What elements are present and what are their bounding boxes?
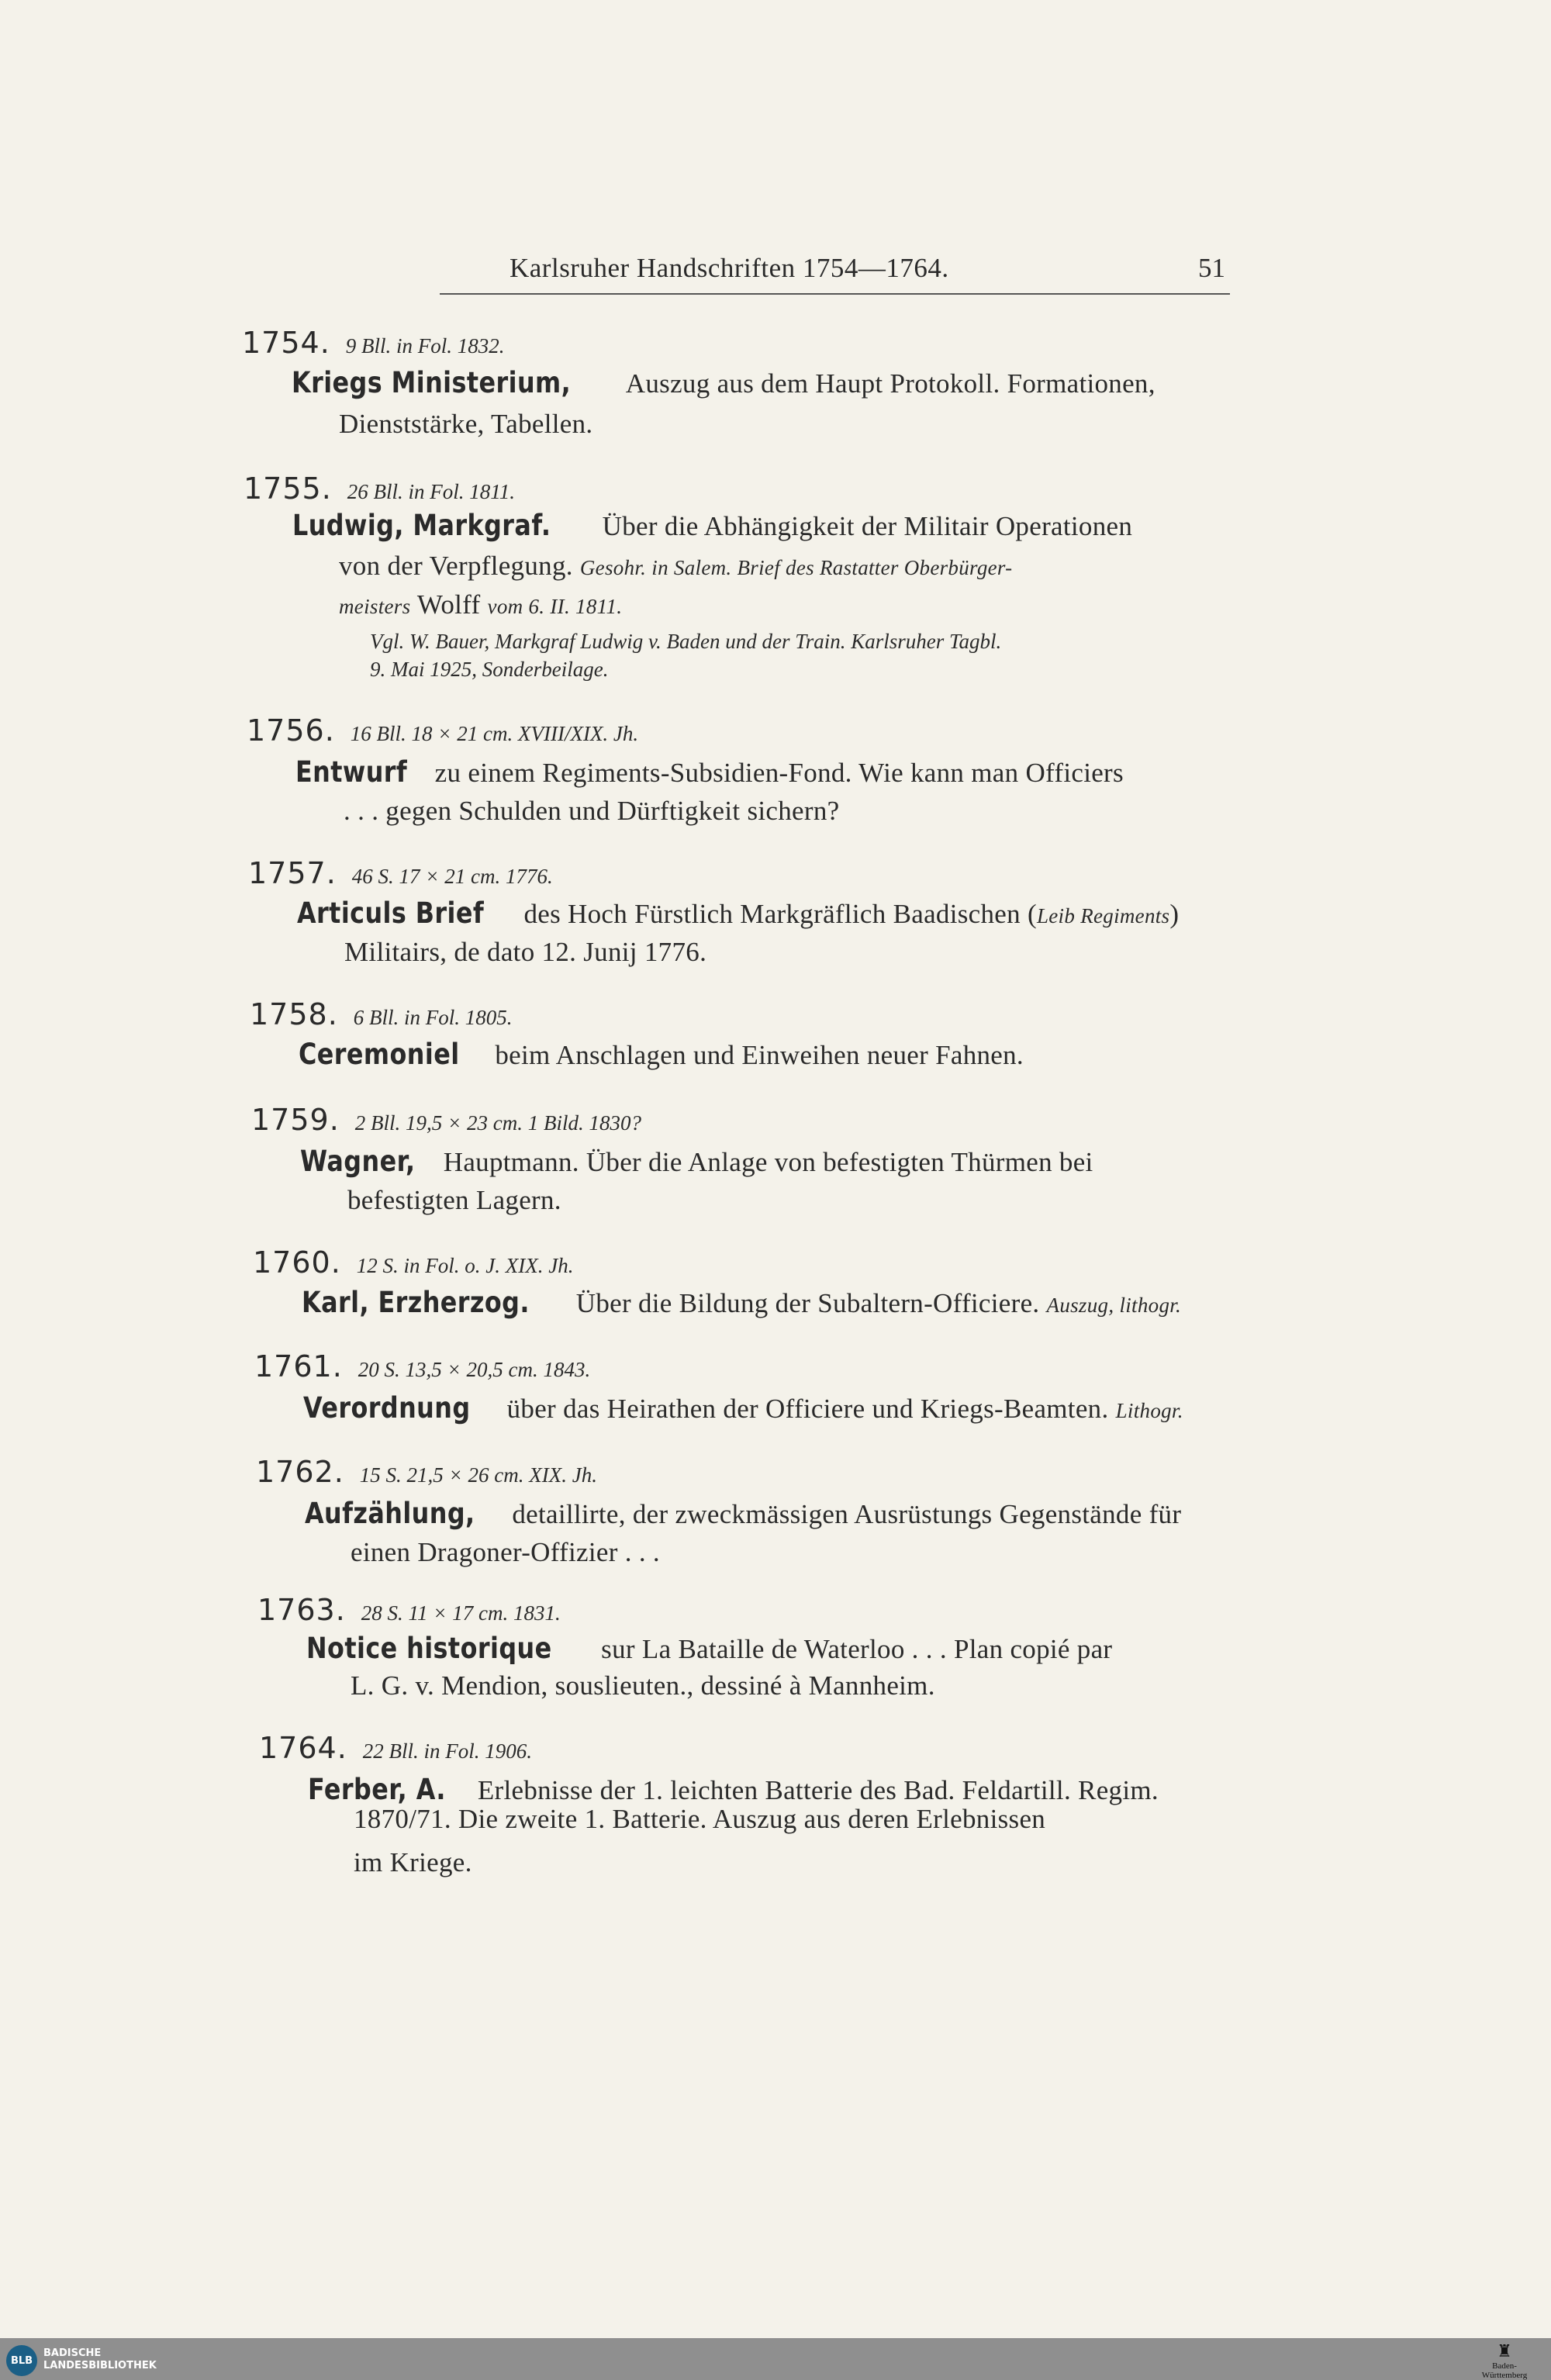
entry-text: zu einem Regiments-Subsidien-Fond. Wie kann man Officiers xyxy=(434,758,1124,788)
entry-number: 1764. xyxy=(259,1731,347,1765)
entry-text: Dienststärke, Tabellen. xyxy=(339,409,593,439)
entry-meta: 20 S. 13,5 × 20,5 cm. 1843. xyxy=(358,1358,591,1381)
entry-text: Über die Bildung der Subaltern-Officiere. xyxy=(575,1288,1040,1318)
entry-number: 1759. xyxy=(251,1103,340,1137)
library-logo[interactable]: BLB xyxy=(6,2345,37,2376)
entry-meta: 16 Bll. 18 × 21 cm. XVIII/XIX. Jh. xyxy=(350,722,639,745)
entry-text: befestigten Lagern. xyxy=(347,1185,561,1215)
entry-text: Militairs, de dato 12. Junij 1776. xyxy=(344,937,707,967)
entry-number: 1762. xyxy=(256,1455,344,1489)
entry-text: einen Dragoner-Offizier . . . xyxy=(351,1537,660,1567)
entry-meta: 12 S. in Fol. o. J. XIX. Jh. xyxy=(356,1254,574,1277)
entry-heading: Entwurf xyxy=(295,755,408,789)
entry-meta: 22 Bll. in Fol. 1906. xyxy=(362,1739,533,1763)
entry-meta: 9 Bll. in Fol. 1832. xyxy=(345,334,505,358)
entry-meta: 46 S. 17 × 21 cm. 1776. xyxy=(351,865,553,888)
entry-number: 1758. xyxy=(250,997,338,1031)
entry-number: 1763. xyxy=(257,1593,346,1627)
entry-heading: Ferber, A. xyxy=(308,1773,446,1806)
entry-text: detaillirte, der zweckmässigen Ausrüstungs Gegenstände für xyxy=(512,1499,1182,1529)
entry-text: des Hoch Fürstlich Markgräflich Baadischen ( xyxy=(523,899,1037,929)
entry-number: 1761. xyxy=(254,1349,343,1383)
library-name xyxy=(43,2347,157,2372)
entry-text: L. G. v. Mendion, souslieuten., dessiné à Mannheim. xyxy=(351,1670,935,1701)
entry-heading: Ludwig, Markgraf. xyxy=(292,509,551,542)
entry-heading: Verordnung xyxy=(303,1391,471,1425)
running-head: Karlsruher Handschriften 1754—1764. xyxy=(510,253,949,283)
entry-meta: 28 S. 11 × 17 cm. 1831. xyxy=(361,1601,561,1625)
state-label: Baden-Württemberg xyxy=(1481,2361,1528,2380)
entry-text-italic: Lithogr. xyxy=(1115,1399,1183,1422)
page-header xyxy=(440,253,1230,295)
entry-text: 1870/71. Die zweite 1. Batterie. Auszug aus deren Erlebnissen xyxy=(354,1804,1046,1834)
entry-text-italic: Leib Regiments xyxy=(1036,904,1170,927)
entry-number: 1756. xyxy=(247,713,335,748)
entry-text-italic: Gesohr. in Salem. Brief des Rastatter Oberbürger- xyxy=(579,556,1013,579)
viewer-footer xyxy=(0,2338,1551,2380)
entry-text: sur La Bataille de Waterloo . . . Plan copié par xyxy=(601,1634,1113,1664)
entry-meta: 6 Bll. in Fol. 1805. xyxy=(353,1006,513,1029)
entry-number: 1757. xyxy=(248,856,337,890)
entry-heading: Kriegs Ministerium, xyxy=(292,366,572,399)
entry-text-italic: Auszug, lithogr. xyxy=(1046,1294,1182,1317)
entry-number: 1760. xyxy=(253,1245,341,1280)
page-number: 51 xyxy=(1198,253,1225,283)
entry-number: 1754. xyxy=(242,326,330,360)
entry-meta: 26 Bll. in Fol. 1811. xyxy=(347,480,516,503)
entry-text: Erlebnisse der 1. leichten Batterie des Bad. Feldartill. Regim. xyxy=(477,1775,1159,1805)
entry-heading: Notice historique xyxy=(306,1632,552,1665)
entry-text: beim Anschlagen und Einweihen neuer Fahnen. xyxy=(495,1040,1024,1070)
entry-meta: 15 S. 21,5 × 26 cm. XIX. Jh. xyxy=(359,1463,597,1487)
library-name-line2: LANDESBIBLIOTHEK xyxy=(43,2360,157,2371)
entry-text: Auszug aus dem Haupt Protokoll. Formationen, xyxy=(625,368,1155,399)
entry-meta: 2 Bll. 19,5 × 23 cm. 1 Bild. 1830? xyxy=(354,1111,641,1135)
entry-text-italic: vom 6. II. 1811. xyxy=(487,595,623,618)
entry-note: 9. Mai 1925, Sonderbeilage. xyxy=(370,658,609,681)
entry-heading: Articuls Brief xyxy=(297,896,485,930)
entry-text: . . . gegen Schulden und Dürftigkeit sichern? xyxy=(344,796,840,826)
entry-heading: Aufzählung, xyxy=(305,1497,475,1530)
entry-text: von der Verpflegung. xyxy=(339,551,573,581)
entry-text-italic: meisters xyxy=(339,595,411,618)
entry-heading: Karl, Erzherzog. xyxy=(302,1286,530,1319)
entry-text: im Kriege. xyxy=(354,1847,472,1877)
entry-heading: Wagner, xyxy=(300,1145,416,1178)
entry-text: ) xyxy=(1169,899,1180,929)
entry-text: über das Heirathen der Officiere und Kriegs-Beamten. xyxy=(506,1394,1109,1424)
entry-text: Über die Abhängigkeit der Militair Operationen xyxy=(602,511,1133,541)
entry-number: 1755. xyxy=(244,472,332,506)
entry-text: Hauptmann. Über die Anlage von befestigten Thürmen bei xyxy=(443,1147,1093,1177)
library-name-line1: BADISCHE xyxy=(43,2347,102,2359)
entry-note: Vgl. W. Bauer, Markgraf Ludwig v. Baden und der Train. Karlsruher Tagbl. xyxy=(370,630,1002,653)
coat-of-arms-icon: ♜ xyxy=(1497,2341,1512,2361)
entry-heading: Ceremoniel xyxy=(299,1038,460,1071)
entry-text: Wolff xyxy=(416,589,481,620)
state-logo[interactable] xyxy=(1473,2341,1535,2380)
